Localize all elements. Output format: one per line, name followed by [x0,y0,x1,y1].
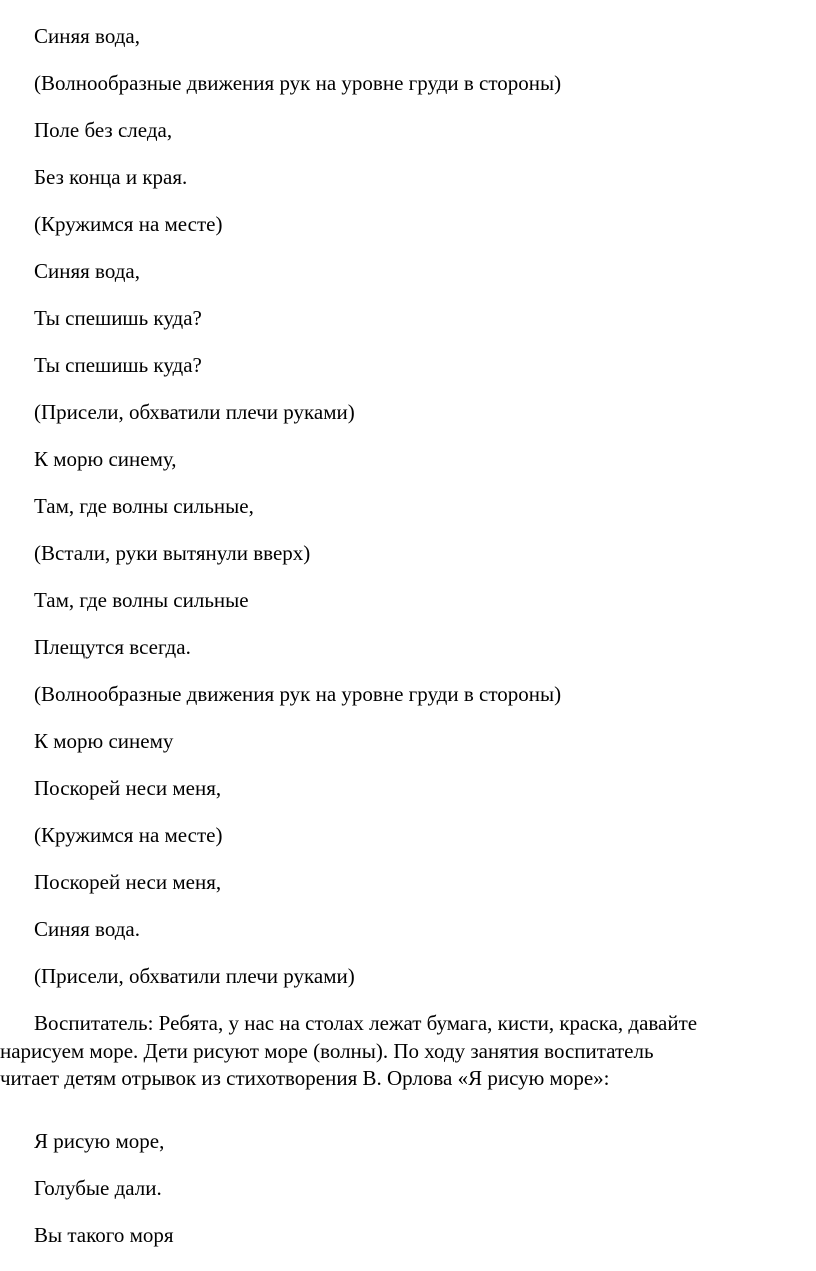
stage-direction: (Волнообразные движения рук на уровне груди в стороны) [34,682,562,706]
stage-direction: (Волнообразные движения рук на уровне груди в стороны) [34,71,562,95]
verse-line: Поскорей неси меня, [34,776,222,800]
stage-direction: (Кружимся на месте) [34,823,223,847]
stage-direction: (Кружимся на месте) [34,212,223,236]
verse-line: К морю синему [34,729,174,753]
verse-line: Поскорей неси меня, [34,870,222,894]
paragraph-line-1: Воспитатель: Ребята, у нас на столах лежат бумага, кисти, краска, давайте [34,1011,698,1035]
stage-direction: (Встали, руки вытянули вверх) [34,541,311,565]
stage-direction: (Присели, обхватили плечи руками) [34,400,355,424]
narrative-paragraph [0,1010,816,1093]
stage-direction: (Присели, обхватили плечи руками) [34,964,355,988]
verse-line: Поле без следа, [34,118,173,142]
verse-line: Без конца и края. [34,165,188,189]
verse-line: Там, где волны сильные, [34,494,254,518]
verse-line: Вы такого моря [34,1223,174,1247]
verse-line: К морю синему, [34,447,177,471]
verse-line: Там, где волны сильные [34,588,249,612]
paragraph-line-3: читает детям отрывок из стихотворения В. Орлова «Я рисую море»: [0,1066,610,1090]
paragraph-line [0,1038,816,1066]
verse-line: Синяя вода, [34,259,140,283]
paragraph-line [0,1065,816,1093]
verse-line: Плещутся всегда. [34,635,191,659]
verse-line: Ты спешишь куда? [34,353,202,377]
verse-line: Я рисую море, [34,1129,165,1153]
verse-line: Ты спешишь куда? [34,306,202,330]
paragraph-line [0,1010,816,1038]
verse-line: Голубые дали. [34,1176,162,1200]
paragraph-line-2: нарисуем море. Дети рисуют море (волны). По ходу занятия воспитатель [0,1038,654,1063]
verse-line: Синяя вода. [34,917,140,941]
verse-line: Синяя вода, [34,24,140,48]
